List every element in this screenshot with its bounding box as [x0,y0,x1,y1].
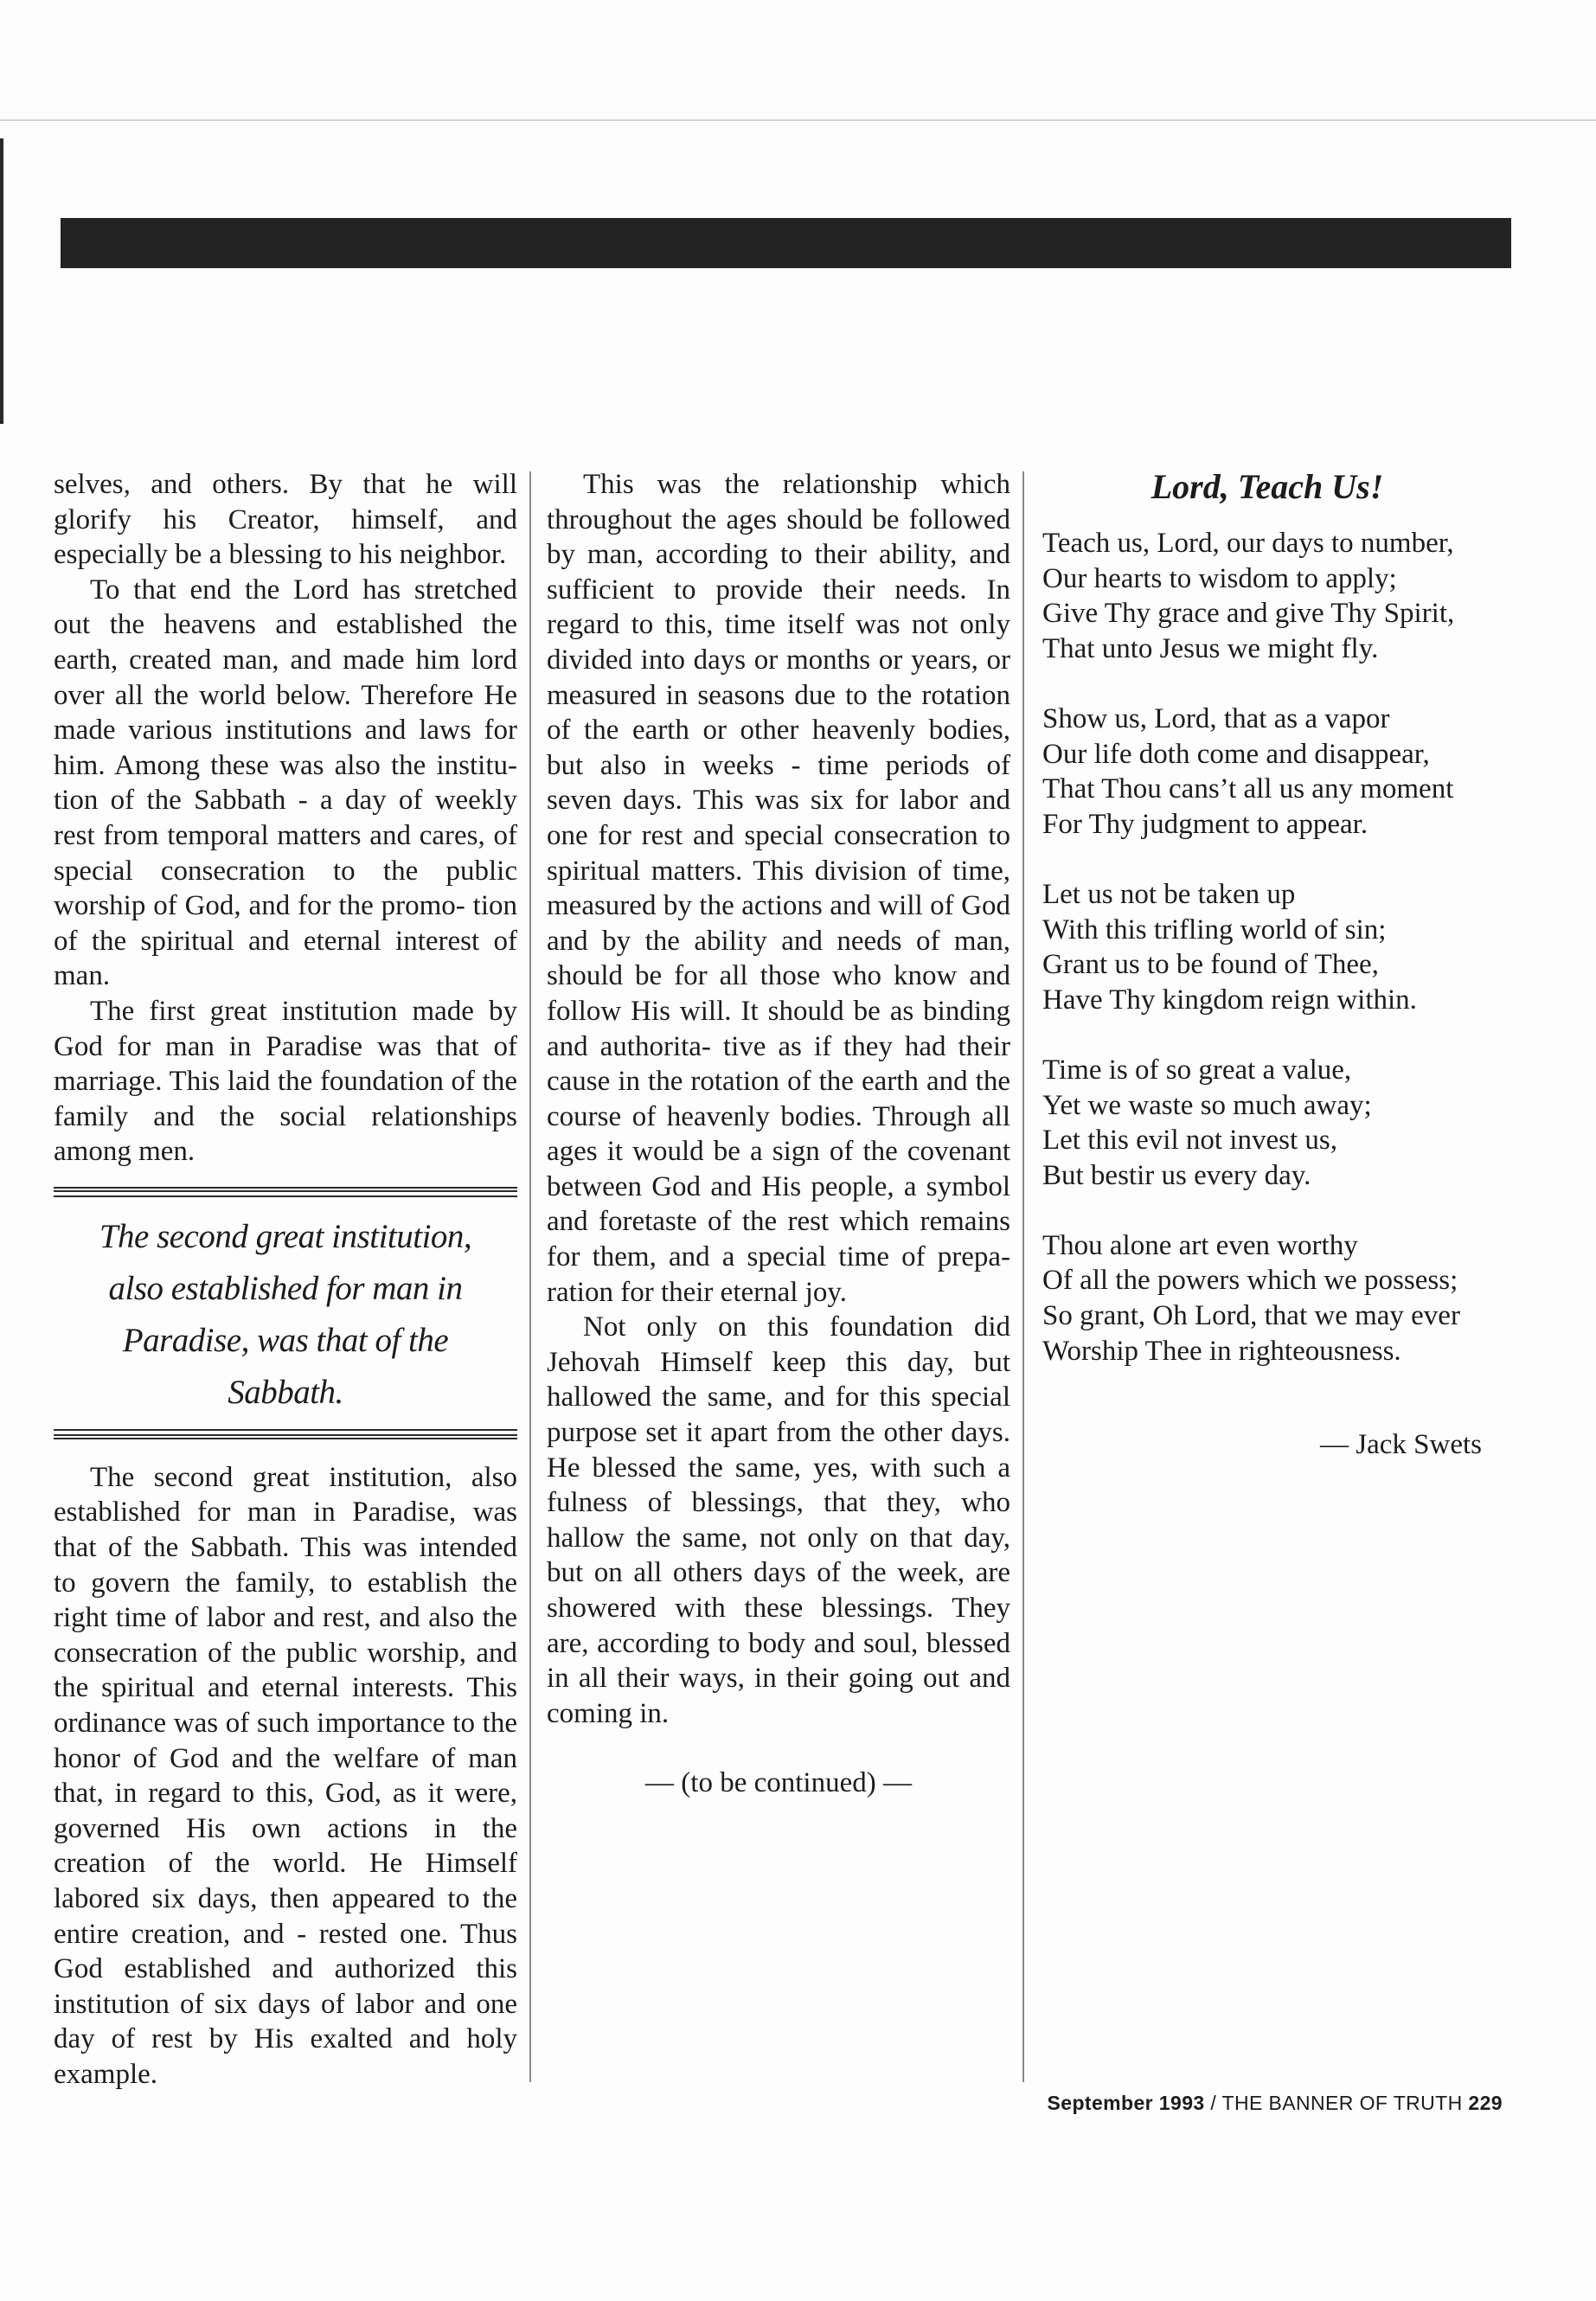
scan-margin-mark [0,138,3,424]
poem-line: Time is of so great a value, [1042,1054,1352,1086]
column-rule-left [529,471,531,2082]
poem-stanza [1042,702,1492,842]
poem-line: Yet we waste so much away; [1042,1089,1372,1121]
paragraph: The second great institution, also established for man in Paradise, was that of the Sabbath. This was intended to govern the family, to establish the right time of labor and rest, and also the consecration of the public worship, and the spiritual and eternal interests. This ordinance was of such importance to the honor of God and the welfare of man that, in regard to this, God, as it were, governed His own actions in the creation of the world. He Himself labored six days, then appeared to the entire creation, and - rested one. Thus God established and authorized this institution of six days of labor and one day of rest by His exalted and holy example. [54,1461,517,2090]
footer-date: September 1993 [1047,2092,1205,2114]
poem-line: Grant us to be found of Thee, [1042,949,1379,981]
paragraph: Not only on this foundation did Jehovah Himself keep this day, but hallowed the same, and for this special purpose set it apart from the other days. He blessed the same, yes, with such a fulness of blessings, that they, who hallow the same, not only on that day, but on all others days of the week, are showered with these blessings. They are, according to body and soul, blessed in all their ways, in their going out and coming in. [547,1311,1010,1729]
paragraph: To that end the Lord has stretched out the heavens and established the earth, created man, and made him lord over all the world below. Therefore He made various institutions and laws for him. Among these was also the institu- tion of the Sabbath - a day of weekly rest from temporal matters and cares, of special consecration to the public worship of God, and for the promo- tion of the spiritual and eternal interest of man. [54,574,517,992]
poem-line: Let us not be taken up [1042,878,1296,910]
poem-line: Teach us, Lord, our days to number, [1042,528,1454,559]
page-footer [1048,2092,1503,2115]
paragraph: selves, and others. By that he will glorify his Creator, himself, and especially be a blessing to his neighbor. [54,469,517,571]
paragraph: The first great institution made by God for man in Paradise was that of marriage. This laid the foundation of the family and the social relationships among men. [54,995,517,1168]
poem-stanza [1042,877,1492,1017]
continued-note: — (to be continued) — [645,1767,912,1799]
poem-line: Worship Thee in righteousness. [1042,1335,1401,1367]
poem-line: So grant, Oh Lord, that we may ever [1042,1300,1460,1332]
poem-line: Let this evil not invest us, [1042,1125,1337,1157]
article-column-2 [547,467,1010,1801]
poem-line: Have Thy kingdom reign within. [1042,984,1417,1016]
poem-line: Show us, Lord, that as a vapor [1042,702,1390,734]
article-column-1 [54,467,517,2093]
footer-publication: THE BANNER OF TRUTH [1221,2092,1463,2114]
poem-line: That unto Jesus we might fly. [1042,632,1379,664]
header-bar [61,218,1511,268]
poem-stanza [1042,1053,1492,1193]
poem-title: Lord, Teach Us! [1151,467,1384,506]
pull-quote [54,1187,517,1439]
column-rule-right [1022,471,1024,2082]
poem-column [1042,467,1492,1463]
poem-line: Of all the powers which we possess; [1042,1265,1458,1297]
paragraph: This was the relationship which throughout the ages should be followed by man, according to their ability, and sufficient to provide their needs. In regard to this, time itself was not only divided into days or months or years, or measured in seasons due to the rotation of the earth or other heavenly bodies, but also in weeks - time periods of seven days. This was six for labor and one for rest and special consecration to spiritual matters. This division of time, measured by the actions and will of God and by the ability and needs of man, should be for all those who know and follow His will. It should be as binding and authorita- tive as if they had their cause in the rotation of the earth and the course of heavenly bodies. Through all ages it would be a sign of the covenant between God and His people, a symbol and foretaste of the rest which remains for them, and a special time of prepa- ration for their eternal joy. [547,469,1010,1308]
page-edge-line [0,119,1596,121]
poem-line: Give Thy grace and give Thy Spirit, [1042,598,1455,630]
poem-line: But bestir us every day. [1042,1159,1311,1191]
poem-line: With this trifling world of sin; [1042,913,1387,945]
footer-separator: / [1204,2092,1222,2114]
poem-stanza [1042,1228,1492,1368]
poem-line: That Thou cans’t all us any moment [1042,773,1454,805]
poem-line: For Thy judgment to appear. [1042,808,1368,840]
poem-line: Our life doth come and disappear, [1042,738,1430,770]
poem-author: — Jack Swets [1320,1429,1482,1461]
poem-stanza [1042,526,1492,666]
pull-quote-text: The second great institution, also established for man in Paradise, was that of the Sabbath. [99,1217,472,1411]
pull-quote-frame [54,1195,517,1431]
poem-line: Thou alone art even worthy [1042,1229,1358,1261]
poem-line: Our hearts to wisdom to apply; [1042,562,1397,594]
page-number: 229 [1468,2092,1503,2114]
